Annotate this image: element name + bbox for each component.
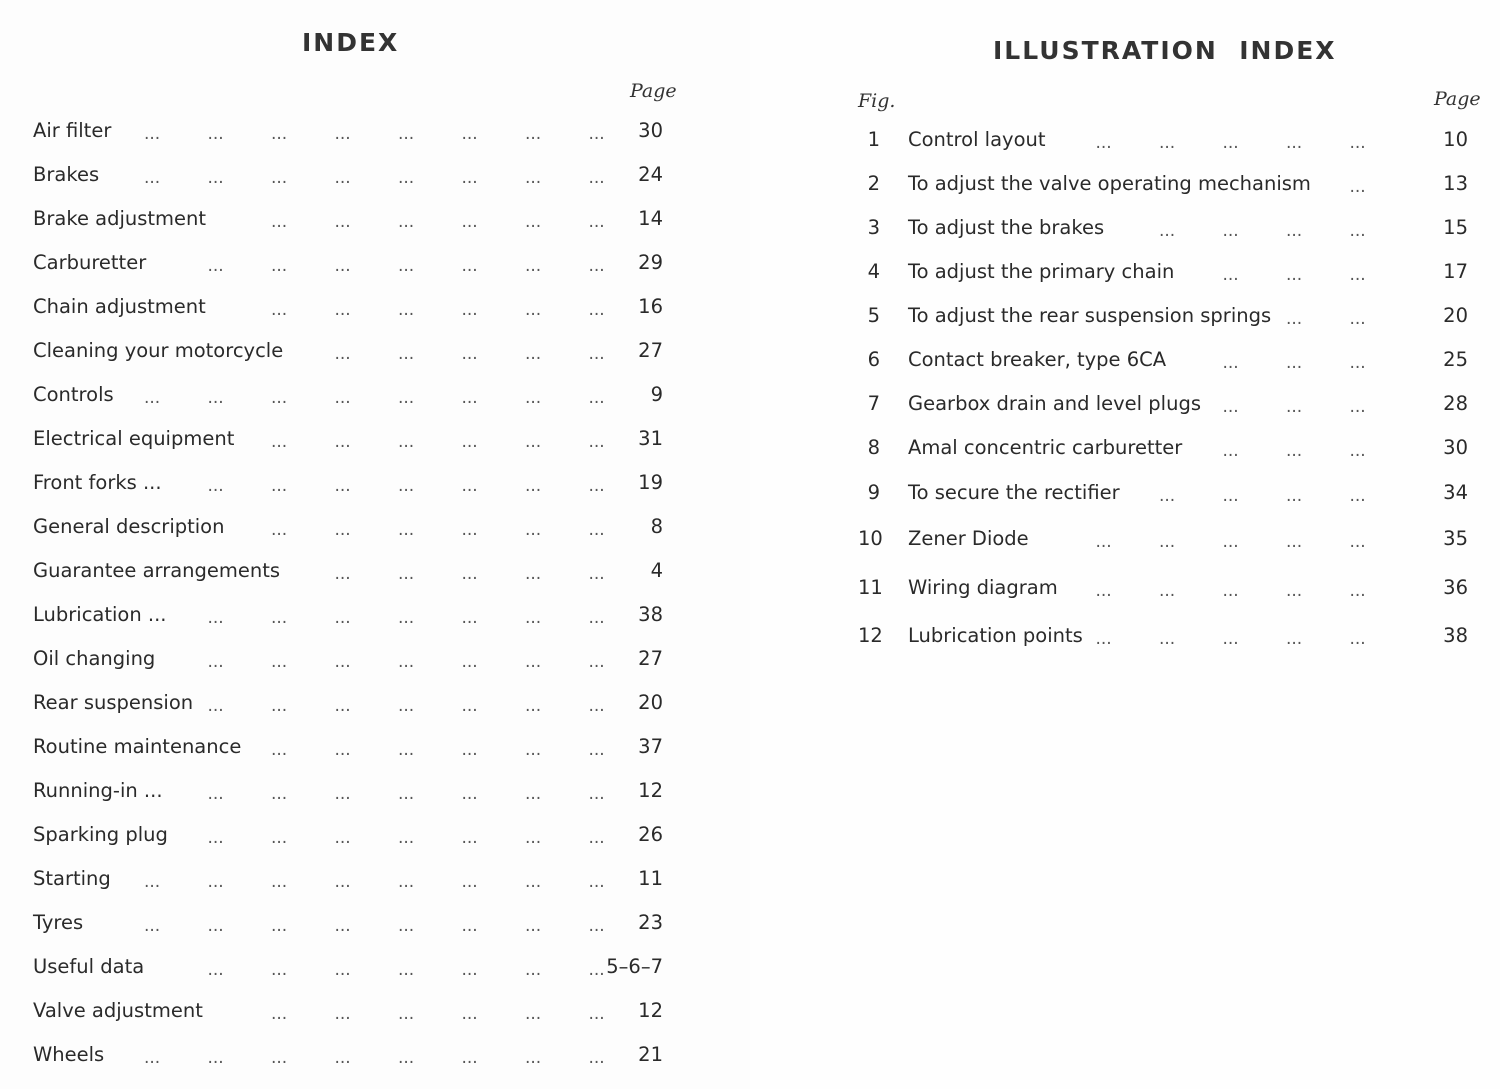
dot-leader: ... ... ... ... ... ... ... ... [144, 1048, 605, 1067]
index-entry [33, 864, 673, 894]
index-entry [33, 248, 673, 278]
illustration-entry [858, 169, 1468, 199]
index-entry-page: 24 [638, 163, 663, 186]
index-entry-page: 31 [638, 427, 663, 450]
index-entry [33, 204, 673, 234]
dot-leader: ... ... ... [1222, 441, 1366, 460]
illustration-entry-title: Control layout [908, 128, 1046, 151]
figure-number: 4 [867, 260, 880, 283]
dot-leader: ... ... ... ... [1159, 486, 1366, 505]
index-heading: INDEX [302, 28, 400, 57]
dot-leader: ... ... ... ... ... ... ... ... [144, 872, 605, 891]
dot-leader: ... ... [1286, 309, 1366, 328]
figure-number: 12 [858, 624, 883, 647]
dot-leader: ... ... ... ... ... ... ... [207, 960, 605, 979]
index-entry [33, 908, 673, 938]
illustration-entry [858, 301, 1468, 331]
index-entry-page: 38 [638, 603, 663, 626]
dot-leader: ... ... ... ... ... ... ... ... [144, 168, 605, 187]
illustration-entry-page: 25 [1443, 348, 1468, 371]
illustration-index-heading: ILLUSTRATION INDEX [993, 36, 1337, 65]
index-entry [33, 996, 673, 1026]
illustration-entry [858, 621, 1468, 651]
dot-leader: ... ... ... ... ... ... ... [207, 608, 605, 627]
index-page-column-label: Page [630, 80, 677, 102]
index-entry [33, 600, 673, 630]
index-entry-title: Chain adjustment [33, 295, 206, 318]
index-entry [33, 644, 673, 674]
dot-leader: ... [1349, 177, 1366, 196]
illustration-entry-page: 15 [1443, 216, 1468, 239]
illustration-entry-page: 28 [1443, 392, 1468, 415]
dot-leader: ... ... ... ... ... [1095, 532, 1366, 551]
illustration-entry-page: 38 [1443, 624, 1468, 647]
index-entry [33, 116, 673, 146]
index-entry-title: Guarantee arrangements [33, 559, 281, 582]
figure-number: 7 [867, 392, 880, 415]
index-entry [33, 556, 673, 586]
index-entry-title: Routine maintenance [33, 735, 242, 758]
dot-leader: ... ... ... ... ... ... [271, 212, 605, 231]
illustration-entry [858, 524, 1468, 554]
dot-leader: ... ... ... [1222, 353, 1366, 372]
index-entry-page: 9 [650, 383, 663, 406]
index-entry-page: 37 [638, 735, 663, 758]
illustration-entry-title: Zener Diode [908, 527, 1029, 550]
index-entry-title: Cleaning your motorcycle [33, 339, 284, 362]
dot-leader: ... ... ... ... ... ... ... [207, 696, 605, 715]
illustration-entry [858, 345, 1468, 375]
index-entry-page: 16 [638, 295, 663, 318]
index-entry-title: Brakes [33, 163, 100, 186]
index-entry-title: Tyres [33, 911, 84, 934]
dot-leader: ... ... ... ... ... ... ... [207, 828, 605, 847]
index-entry-page: 27 [638, 647, 663, 670]
dot-leader: ... ... ... ... ... ... [271, 740, 605, 759]
illustration-entry-title: Gearbox drain and level plugs [908, 392, 1201, 415]
dot-leader: ... ... ... ... ... ... ... [207, 256, 605, 275]
figure-number: 11 [858, 576, 883, 599]
index-entry [33, 732, 673, 762]
index-entry-page: 14 [638, 207, 663, 230]
index-entry-page: 29 [638, 251, 663, 274]
illustration-entry [858, 573, 1468, 603]
index-entry-title: Sparking plug [33, 823, 168, 846]
index-entry-page: 12 [638, 999, 663, 1022]
illustration-entry-title: Amal concentric carburetter [908, 436, 1183, 459]
dot-leader: ... ... ... [1222, 265, 1366, 284]
dot-leader: ... ... ... ... ... [334, 344, 605, 363]
index-entry-page: 12 [638, 779, 663, 802]
index-entry-title: Useful data [33, 955, 145, 978]
index-entry-title: Running-in ... [33, 779, 163, 802]
index-entry-page: 30 [638, 119, 663, 142]
index-entry-page: 23 [638, 911, 663, 934]
illustration-entry-title: To adjust the brakes [908, 216, 1105, 239]
index-entry-title: Carburetter [33, 251, 147, 274]
figure-number: 10 [858, 527, 883, 550]
index-entry [33, 688, 673, 718]
index-entry [33, 380, 673, 410]
figure-number: 5 [867, 304, 880, 327]
illustration-entry-page: 13 [1443, 172, 1468, 195]
index-entry [33, 820, 673, 850]
dot-leader: ... ... ... ... [1159, 221, 1366, 240]
illustration-entry-page: 34 [1443, 481, 1468, 504]
index-entry-title: Oil changing [33, 647, 156, 670]
illustration-entry-title: Lubrication points [908, 624, 1083, 647]
dot-leader: ... ... ... ... ... ... [271, 432, 605, 451]
illustration-entry-page: 30 [1443, 436, 1468, 459]
dot-leader: ... ... ... ... ... ... [271, 520, 605, 539]
index-entry-title: Controls [33, 383, 114, 406]
figure-number: 3 [867, 216, 880, 239]
illustration-entry-page: 20 [1443, 304, 1468, 327]
dot-leader: ... ... ... ... ... ... [271, 300, 605, 319]
index-entry-title: Brake adjustment [33, 207, 207, 230]
dot-leader: ... ... ... [1222, 397, 1366, 416]
index-entry [33, 292, 673, 322]
index-entry-page: 26 [638, 823, 663, 846]
illustration-entry [858, 213, 1468, 243]
illustration-entry-page: 10 [1443, 128, 1468, 151]
index-entry [33, 512, 673, 542]
illustration-page-column-label: Page [1434, 88, 1481, 110]
dot-leader: ... ... ... ... ... ... [271, 1004, 605, 1023]
illustration-entry [858, 257, 1468, 287]
index-entry-page: 8 [650, 515, 663, 538]
dot-leader: ... ... ... ... ... ... ... [207, 476, 605, 495]
dot-leader: ... ... ... ... ... ... ... [207, 784, 605, 803]
index-entry [33, 468, 673, 498]
index-entry-title: General description [33, 515, 225, 538]
figure-number: 2 [867, 172, 880, 195]
index-entry [33, 776, 673, 806]
illustration-entry [858, 433, 1468, 463]
index-entry [33, 336, 673, 366]
dot-leader: ... ... ... ... ... [1095, 629, 1366, 648]
illustration-entry-title: To adjust the valve operating mechanism [908, 172, 1311, 195]
illustration-entry [858, 389, 1468, 419]
index-entry [33, 424, 673, 454]
figure-number: 9 [867, 481, 880, 504]
index-entry-title: Rear suspension [33, 691, 194, 714]
illustration-entry-title: To adjust the primary chain [908, 260, 1175, 283]
illustration-entry-title: To adjust the rear suspension springs [908, 304, 1272, 327]
dot-leader: ... ... ... ... ... ... ... [207, 652, 605, 671]
index-entry-title: Electrical equipment [33, 427, 235, 450]
index-entry-title: Starting [33, 867, 111, 890]
index-entry-page: 5–6–7 [606, 955, 663, 978]
figure-number: 8 [867, 436, 880, 459]
figure-number: 6 [867, 348, 880, 371]
dot-leader: ... ... ... ... ... ... ... ... [144, 124, 605, 143]
index-entry [33, 160, 673, 190]
illustration-entry-page: 17 [1443, 260, 1468, 283]
illustration-entry [858, 478, 1468, 508]
index-entry [33, 952, 673, 982]
illustration-entry-page: 36 [1443, 576, 1468, 599]
illustration-entry-title: To secure the rectifier [908, 481, 1120, 504]
dot-leader: ... ... ... ... ... ... ... ... [144, 916, 605, 935]
index-entry-title: Wheels [33, 1043, 105, 1066]
fig-column-label: Fig. [858, 90, 896, 112]
dot-leader: ... ... ... ... ... ... ... ... [144, 388, 605, 407]
illustration-index-page [750, 0, 1500, 1089]
index-entry-title: Valve adjustment [33, 999, 203, 1022]
index-entry-page: 20 [638, 691, 663, 714]
illustration-entry-title: Wiring diagram [908, 576, 1058, 599]
index-entry-page: 21 [638, 1043, 663, 1066]
index-entry-page: 27 [638, 339, 663, 362]
index-entry-title: Lubrication ... [33, 603, 167, 626]
illustration-entry [858, 125, 1468, 155]
dot-leader: ... ... ... ... ... [1095, 133, 1366, 152]
index-entry-title: Front forks ... [33, 471, 162, 494]
illustration-entry-page: 35 [1443, 527, 1468, 550]
index-entry-page: 11 [638, 867, 663, 890]
dot-leader: ... ... ... ... ... [334, 564, 605, 583]
figure-number: 1 [867, 128, 880, 151]
index-entry [33, 1040, 673, 1070]
index-entry-title: Air filter [33, 119, 112, 142]
illustration-entry-title: Contact breaker, type 6CA [908, 348, 1167, 371]
dot-leader: ... ... ... ... ... [1095, 581, 1366, 600]
index-entry-page: 19 [638, 471, 663, 494]
index-entry-page: 4 [650, 559, 663, 582]
